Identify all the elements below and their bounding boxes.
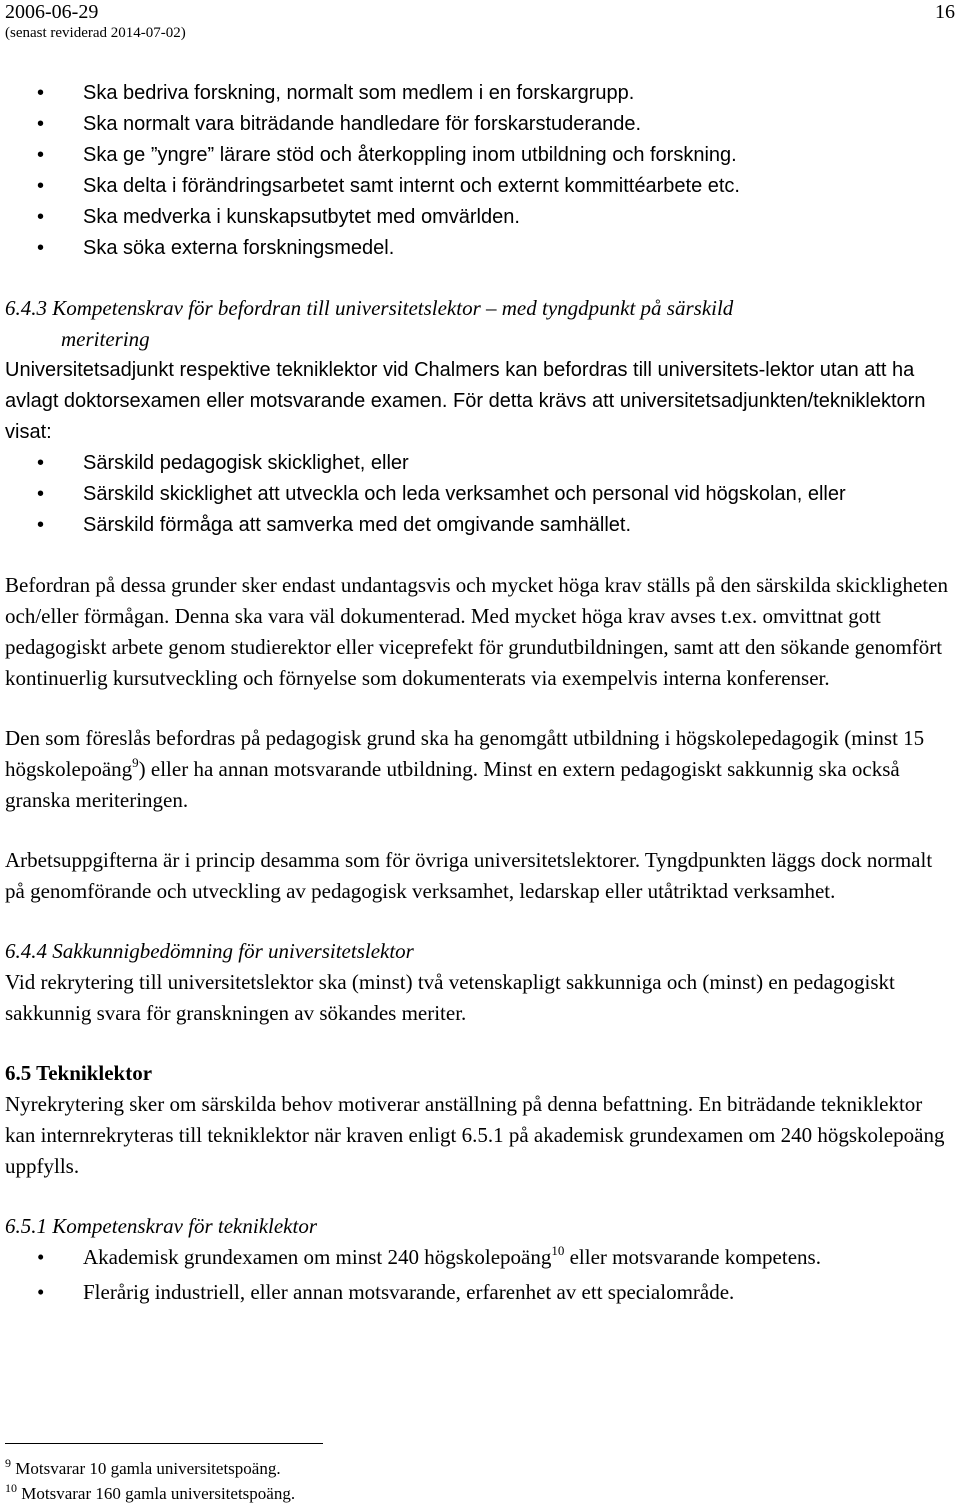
list-item: • Ska medverka i kunskapsutbytet med omvärlden. <box>5 202 955 233</box>
tekniklektor-requirements-list <box>5 1242 955 1308</box>
list-item: • Ska söka externa forskningsmedel. <box>5 233 955 264</box>
footnote-ref-10: 10 <box>551 1243 565 1258</box>
list-item <box>5 1242 955 1273</box>
section-6-4-3-intro: Universitetsadjunkt respektive tekniklektor vid Chalmers kan befordras till universitets-lektor utan att ha avlagt doktorsexamen eller motsvarande examen. För detta krävs att universitetsadjunkten/tekniklektorn visat: <box>5 359 926 443</box>
footnote-number: 9 <box>5 1456 11 1470</box>
section-heading-6-5: 6.5 Tekniklektor <box>5 1061 153 1085</box>
page-number: 16 <box>935 1 955 23</box>
header-date: 2006-06-29 <box>5 1 99 23</box>
duties-list <box>5 78 955 264</box>
list-item-text: Akademisk grundexamen om minst 240 högskolepoäng <box>83 1245 552 1269</box>
list-item: • Ska bedriva forskning, normalt som medlem i en forskargrupp. <box>5 78 955 109</box>
list-item: • Ska normalt vara biträdande handledare för forskarstuderande. <box>5 109 955 140</box>
section-heading-6-4-3-line2: meritering <box>61 327 150 351</box>
footnote-separator <box>5 1443 323 1444</box>
section-6-5-text: Nyrekrytering sker om särskilda behov motiverar anställning på denna befattning. En biträdande tekniklektor kan internrekryteras till tekniklektor när kraven enligt 6.5.1 på akademisk grundexamen om 240 högskolepoäng uppfylls. <box>5 1092 945 1178</box>
promotion-paragraph: Befordran på dessa grunder sker endast undantagsvis och mycket höga krav ställs på den särskilda skickligheten och/eller förmågan. Denna ska vara väl dokumenterad. Med mycket höga krav avses t.ex. omvittnat gott pedagogiskt arbete genom studierektor eller viceprefekt för grundutbildningen, samt att den sökande genomfört kontinuerlig kursutveckling och förnyelse som dokumenterats via exempelvis interna konferenser. <box>5 573 948 690</box>
duties-paragraph: Arbetsuppgifterna är i princip desamma som för övriga universitetslektorer. Tyngdpunkten läggs dock normalt på genomförande och utveckling av pedagogisk verksamhet, ledarskap eller utåtriktad verksamhet. <box>5 848 933 903</box>
footnote-9 <box>5 1456 295 1481</box>
section-heading-6-4-4: 6.4.4 Sakkunnigbedömning för universitetslektor <box>5 939 414 963</box>
footnote-number: 10 <box>5 1481 17 1495</box>
section-6-4-4-text: Vid rekrytering till universitetslektor ska (minst) två vetenskapligt sakkunniga och (minst) en pedagogiskt sakkunnig svara för granskningen av sökandes meriter. <box>5 970 895 1025</box>
paragraph-text: Den som föreslås befordras på pedagogisk grund ska ha genomgått utbildning i högskolepedagogik (minst 15 högskolepoäng <box>5 726 925 781</box>
list-item: • Flerårig industriell, eller annan motsvarande, erfarenhet av ett specialområde. <box>5 1277 955 1308</box>
list-item: • Särskild pedagogisk skicklighet, eller <box>5 448 955 479</box>
list-item: • Särskild förmåga att samverka med det omgivande samhället. <box>5 510 955 541</box>
list-item-text: eller motsvarande kompetens. <box>564 1245 821 1269</box>
section-heading-6-4-3-line1: 6.4.3 Kompetenskrav för befordran till universitetslektor – med tyngdpunkt på särskild <box>5 296 734 320</box>
list-item: • Ska ge ”yngre” lärare stöd och återkoppling inom utbildning och forskning. <box>5 140 955 171</box>
footnote-text: Motsvarar 10 gamla universitetspoäng. <box>11 1459 281 1478</box>
paragraph-text: ) eller ha annan motsvarande utbildning. Minst en extern pedagogiskt sakkunnig ska också granska meriteringen. <box>5 757 900 812</box>
list-item: • Särskild skicklighet att utveckla och leda verksamhet och personal vid högskolan, eller <box>5 479 955 510</box>
pedagogical-training-paragraph <box>5 723 955 816</box>
header-revised-date: (senast reviderad 2014-07-02) <box>5 25 186 41</box>
footnote-ref-9: 9 <box>132 755 139 770</box>
document-body <box>5 78 955 1308</box>
section-heading-6-4-3 <box>5 293 955 355</box>
section-heading-6-5-1: 6.5.1 Kompetenskrav för tekniklektor <box>5 1214 318 1238</box>
special-merit-list <box>5 448 955 541</box>
list-item: • Ska delta i förändringsarbetet samt internt och externt kommittéarbete etc. <box>5 171 955 202</box>
footnotes <box>5 1456 295 1506</box>
footnote-10 <box>5 1481 295 1506</box>
footnote-text: Motsvarar 160 gamla universitetspoäng. <box>17 1484 296 1503</box>
